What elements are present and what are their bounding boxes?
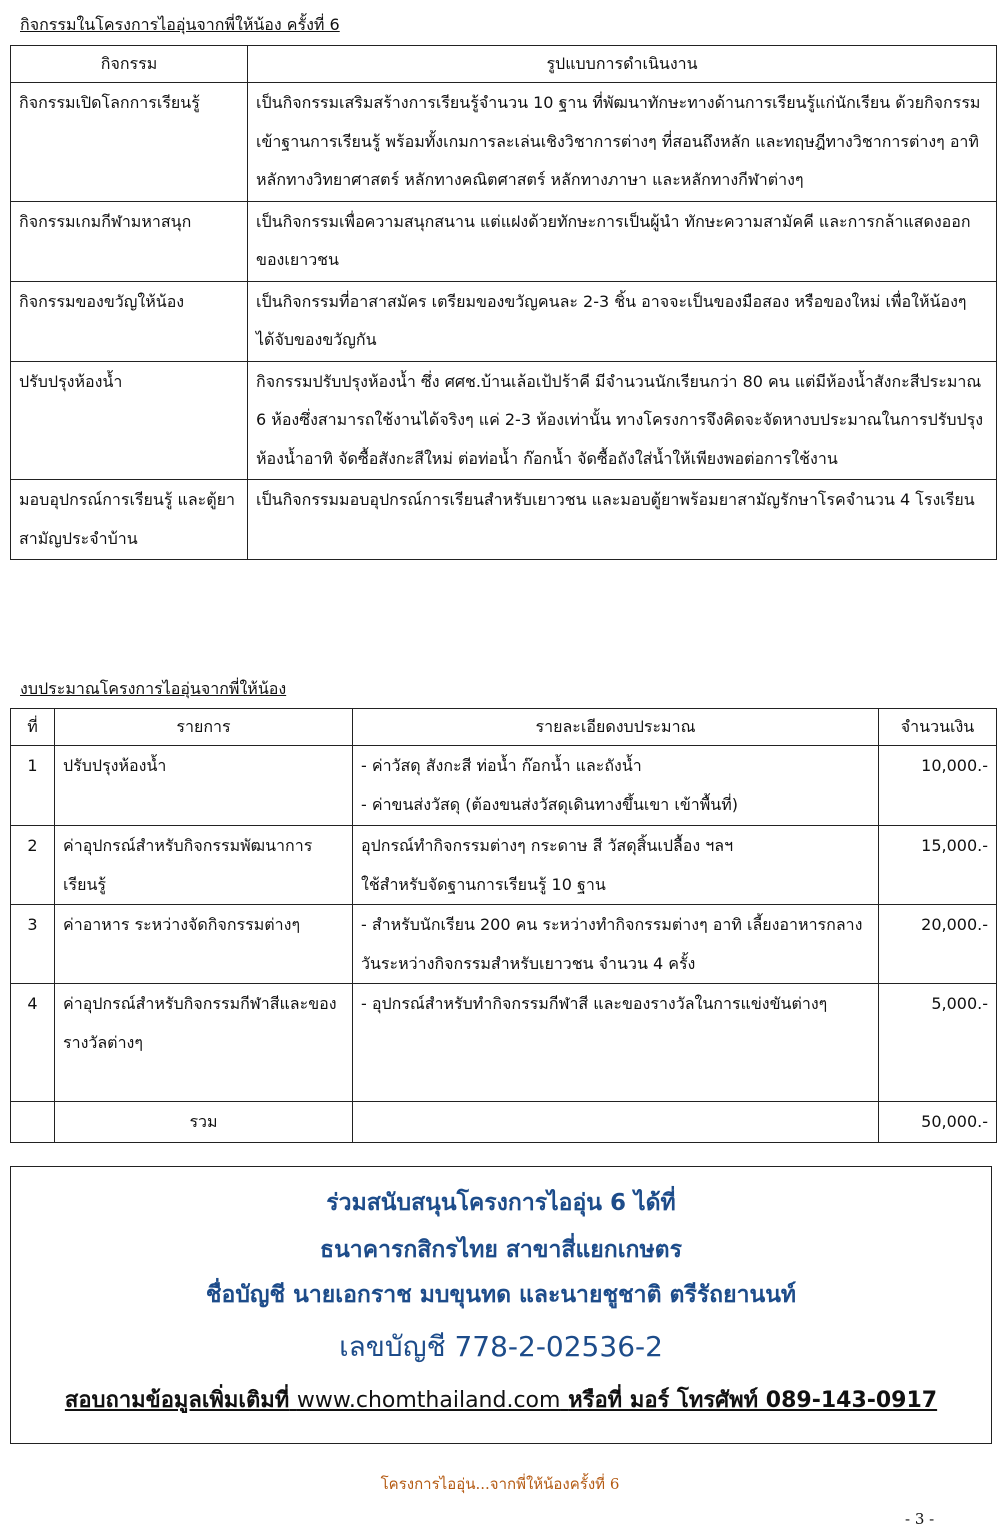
header-item: รายการ bbox=[55, 709, 353, 746]
row-amount: 10,000.- bbox=[879, 746, 997, 826]
activity-name: มอบอุปกรณ์การเรียนรู้ และตู้ยาสามัญประจำบ้าน bbox=[11, 480, 248, 560]
budget-table bbox=[10, 708, 997, 1143]
row-no: 4 bbox=[11, 984, 55, 1102]
activity-desc: เป็นกิจกรรมที่อาสาสมัคร เตรียมของขวัญคนละ 2-3 ชิ้น อาจจะเป็นของมือสอง หรือของใหม่ เพื่อให้น้องๆ ได้จับของขวัญกัน bbox=[248, 281, 997, 361]
table-row bbox=[11, 201, 997, 281]
header-amount: จำนวนเงิน bbox=[879, 709, 997, 746]
detail-line: ใช้สำหรับจัดฐานการเรียนรู้ 10 ฐาน bbox=[361, 874, 606, 894]
total-label: รวม bbox=[55, 1102, 353, 1143]
row-amount: 15,000.- bbox=[879, 826, 997, 905]
donate-account-name: ชื่อบัญชี นายเอกราช มบขุนทด และนายชูชาติ ตรีรัถยานนท์ bbox=[205, 1282, 797, 1308]
table-row bbox=[11, 480, 997, 560]
row-amount: 5,000.- bbox=[879, 984, 997, 1102]
table-row bbox=[11, 361, 997, 480]
row-detail bbox=[353, 905, 879, 984]
header-format: รูปแบบการดำเนินงาน bbox=[248, 46, 997, 83]
row-item: ค่าอาหาร ระหว่างจัดกิจกรรมต่างๆ bbox=[55, 905, 353, 984]
activities-table bbox=[10, 45, 997, 560]
activity-name: กิจกรรมเปิดโลกการเรียนรู้ bbox=[11, 83, 248, 202]
row-amount: 20,000.- bbox=[879, 905, 997, 984]
row-detail bbox=[353, 746, 879, 826]
footer-project-name: โครงการไออุ่น...จากพี่ให้น้องครั้งที่ 6 bbox=[380, 1475, 620, 1493]
total-row bbox=[11, 1102, 997, 1143]
row-item: ค่าอุปกรณ์สำหรับกิจกรรมพัฒนาการเรียนรู้ bbox=[55, 826, 353, 905]
table-row bbox=[11, 984, 997, 1102]
row-detail bbox=[353, 984, 879, 1102]
donate-account-number: เลขบัญชี 778-2-02536-2 bbox=[339, 1330, 663, 1363]
table-header-row bbox=[11, 46, 997, 83]
donate-line-1: ร่วมสนับสนุนโครงการไออุ่น 6 ได้ที่ bbox=[326, 1190, 676, 1216]
activity-desc: เป็นกิจกรรมเพื่อความสนุกสนาน แต่แฝงด้วยทักษะการเป็นผู้นำ ทักษะความสามัคคี และการกล้าแสดงออกของเยาวชน bbox=[248, 201, 997, 281]
total-detail-empty bbox=[353, 1102, 879, 1143]
row-no: 1 bbox=[11, 746, 55, 826]
donation-box bbox=[10, 1166, 992, 1444]
detail-line: - ค่าวัสดุ สังกะสี ท่อน้ำ ก๊อกน้ำ และถังน้ำ bbox=[361, 756, 642, 775]
activities-title: กิจกรรมในโครงการไออุ่นจากพี่ให้น้อง ครั้งที่ 6 bbox=[20, 15, 340, 34]
contact-prefix: สอบถามข้อมูลเพิ่มเติมที่ bbox=[64, 1388, 290, 1413]
activity-desc: เป็นกิจกรรมมอบอุปกรณ์การเรียนสำหรับเยาวชน และมอบตู้ยาพร้อมยาสามัญรักษาโรคจำนวน 4 โรงเรียน bbox=[248, 480, 997, 560]
activity-name: กิจกรรมของขวัญให้น้อง bbox=[11, 281, 248, 361]
contact-website-link[interactable]: www.chomthailand.com bbox=[296, 1388, 561, 1413]
detail-line: - สำหรับนักเรียน 200 คน ระหว่างทำกิจกรรมต่างๆ อาทิ เลี้ยงอาหารกลางวันระหว่างกิจกรรมสำหรับเยาวชน จำนวน 4 ครั้ง bbox=[361, 915, 863, 973]
row-item: ค่าอุปกรณ์สำหรับกิจกรรมกีฬาสีและของรางวัลต่างๆ bbox=[55, 984, 353, 1102]
contact-phone: หรือที่ มอร์ โทรศัพท์ 089-143-0917 bbox=[568, 1388, 938, 1413]
table-row bbox=[11, 281, 997, 361]
activity-desc: กิจกรรมปรับปรุงห้องน้ำ ซึ่ง ศศช.บ้านเล้อเป้ปร้าคี มีจำนวนนักเรียนกว่า 80 คน แต่มีห้องน้ำสังกะสีประมาณ 6 ห้องซึ่งสามารถใช้งานได้จริงๆ แค่ 2-3 ห้องเท่านั้น ทางโครงการจึงคิดจะจัดหางบประมาณในการปรับปรุงห้องน้ำอาทิ จัดซื้อสังกะสีใหม่ ต่อท่อน้ำ ก๊อกน้ำ จัดซื้อถังใส่น้ำให้เพียงพอต่อการใช้งาน bbox=[248, 361, 997, 480]
header-detail: รายละเอียดงบประมาณ bbox=[353, 709, 879, 746]
total-empty bbox=[11, 1102, 55, 1143]
row-no: 2 bbox=[11, 826, 55, 905]
table-row bbox=[11, 83, 997, 202]
activity-desc: เป็นกิจกรรมเสริมสร้างการเรียนรู้จำนวน 10 ฐาน ที่พัฒนาทักษะทางด้านการเรียนรู้แก่นักเรียน ด้วยกิจกรรมเข้าฐานการเรียนรู้ พร้อมทั้งเกมการละเล่นเชิงวิชาการต่างๆ ที่สอนถึงหลัก และทฤษฎีทางวิชาการต่างๆ อาทิ หลักทางวิทยาศาสตร์ หลักทางคณิตศาสตร์ หลักทางภาษา และหลักทางกีฬาต่างๆ bbox=[248, 83, 997, 202]
header-activity: กิจกรรม bbox=[11, 46, 248, 83]
total-amount: 50,000.- bbox=[879, 1102, 997, 1143]
detail-line: - อุปกรณ์สำหรับทำกิจกรรมกีฬาสี และของรางวัลในการแข่งขันต่างๆ bbox=[361, 994, 828, 1013]
table-header-row bbox=[11, 709, 997, 746]
detail-line: - ค่าขนส่งวัสดุ (ต้องขนส่งวัสดุเดินทางขึ้นเขา เข้าพื้นที่) bbox=[361, 794, 739, 814]
page-number: - 3 - bbox=[905, 1510, 935, 1528]
donate-bank: ธนาคารกสิกรไทย สาขาสี่แยกเกษตร bbox=[320, 1237, 682, 1263]
budget-title: งบประมาณโครงการไออุ่นจากพี่ให้น้อง bbox=[20, 679, 287, 698]
table-row bbox=[11, 746, 997, 826]
header-no: ที่ bbox=[11, 709, 55, 746]
row-detail bbox=[353, 826, 879, 905]
table-row bbox=[11, 905, 997, 984]
row-no: 3 bbox=[11, 905, 55, 984]
row-item: ปรับปรุงห้องน้ำ bbox=[55, 746, 353, 826]
contact-line bbox=[11, 1382, 991, 1417]
detail-line: อุปกรณ์ทำกิจกรรมต่างๆ กระดาษ สี วัสดุสิ้นเปลื้อง ฯลฯ bbox=[361, 836, 734, 855]
activity-name: กิจกรรมเกมกีฬามหาสนุก bbox=[11, 201, 248, 281]
activity-name: ปรับปรุงห้องน้ำ bbox=[11, 361, 248, 480]
table-row bbox=[11, 826, 997, 905]
